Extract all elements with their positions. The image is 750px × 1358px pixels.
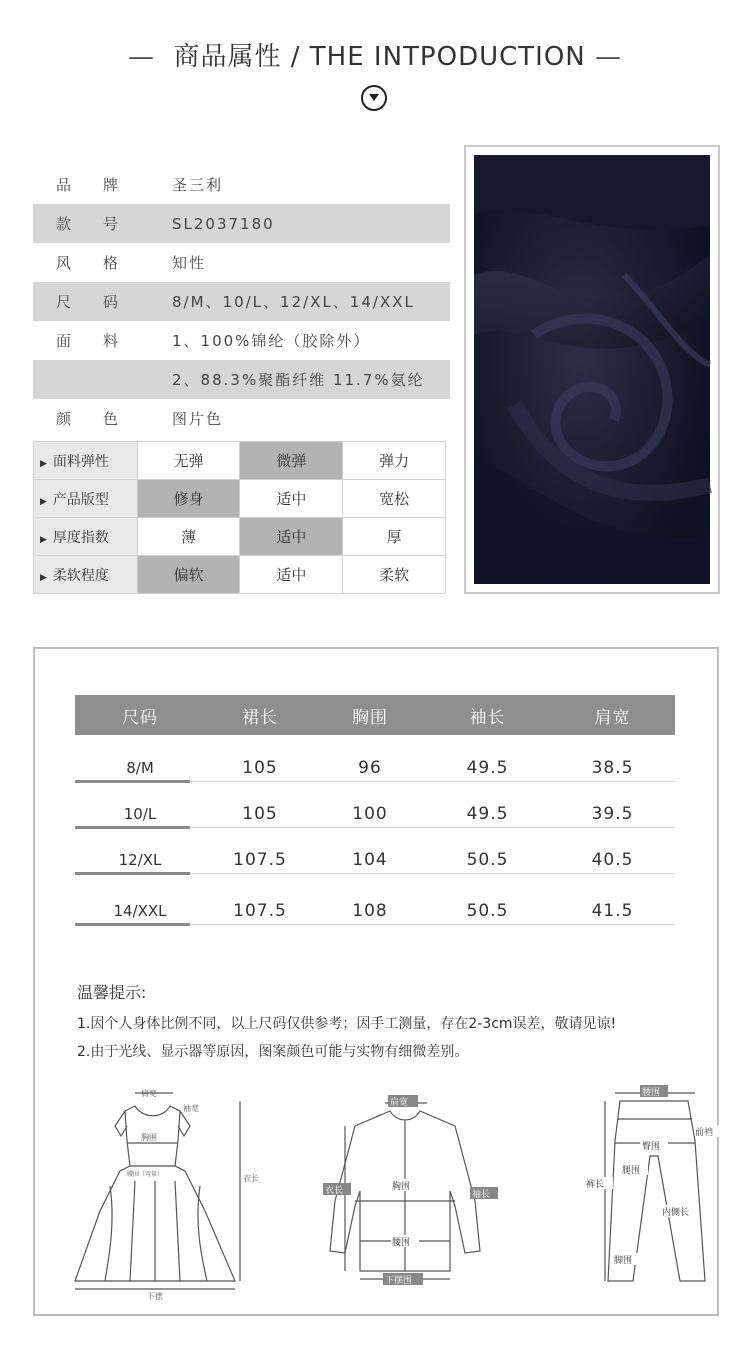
size-cell: 14/XXL: [113, 901, 167, 920]
attribute-value: SL2037180: [172, 214, 275, 233]
title-text: 商品属性 / THE INTPODUCTION: [173, 42, 586, 72]
attribute-value: 8/M、10/L、12/XL、14/XXL: [172, 293, 415, 311]
attribute-label-char: 面: [56, 332, 74, 350]
tip-line: 1.因个人身体比例不同，以上尺码仅供参考；因手工测量，存在2-3cm误差，敬请见谅!: [77, 1016, 617, 1032]
shirt-label-hem: 下摆围: [385, 1276, 413, 1286]
attribute-label: [33, 252, 172, 273]
size-chart-panel: [33, 647, 719, 1316]
section-title: [0, 36, 750, 73]
property-option: 薄: [137, 518, 240, 556]
property-name-text: 柔软程度: [52, 567, 109, 584]
size-cell: 49.5: [466, 803, 509, 824]
measurement-diagrams: [55, 1081, 714, 1301]
fabric-photo: [474, 155, 710, 584]
size-header-cell: 肩宽: [594, 707, 631, 728]
property-option: 适中: [240, 556, 343, 594]
attribute-label-char: 格: [103, 254, 121, 272]
triangle-right-icon: ▶: [40, 534, 47, 545]
property-option: 宽松: [343, 480, 446, 518]
size-cell: 12/XL: [118, 850, 162, 869]
size-table-header: [75, 695, 675, 735]
property-row: [34, 556, 446, 594]
pants-label-rise: 前裆: [695, 1128, 714, 1138]
property-name: [34, 556, 138, 594]
attribute-list: [33, 165, 450, 438]
dress-label-sleeve: 袖宽: [183, 1104, 199, 1113]
shirt-label-sleeve: 袖长: [472, 1190, 491, 1200]
size-table-row: [75, 897, 675, 925]
size-cell: 100: [352, 803, 388, 824]
dress-label-chest: 胸围: [141, 1133, 157, 1142]
row-underline: [75, 923, 190, 926]
attribute-label: [33, 291, 172, 312]
dress-label-waist: 腰围（弯量）: [127, 1171, 164, 1178]
size-cell: 96: [358, 757, 382, 778]
size-table-row: [75, 800, 675, 828]
size-cell: 108: [352, 900, 388, 921]
attribute-row: [33, 204, 450, 243]
size-cell: 10/L: [123, 804, 157, 823]
property-row: [34, 480, 446, 518]
property-option: 弹力: [343, 442, 446, 480]
pants-label-ankle: 脚围: [614, 1256, 633, 1266]
attribute-value: 知性: [172, 254, 207, 272]
attribute-row: [33, 243, 450, 282]
attribute-row: [33, 282, 450, 321]
tips-title: 温馨提示:: [77, 983, 147, 1002]
size-cell: 38.5: [591, 757, 634, 778]
triangle-right-icon: ▶: [40, 458, 47, 469]
size-cell: 49.5: [466, 757, 509, 778]
property-row: [34, 518, 446, 556]
property-name-text: 厚度指数: [52, 529, 109, 546]
size-cell: 107.5: [233, 849, 287, 870]
triangle-right-icon: ▶: [40, 496, 47, 507]
size-header-cell: 袖长: [469, 707, 506, 728]
pants-diagram: [585, 1085, 723, 1281]
attribute-label-char: 号: [103, 215, 121, 233]
pants-label-waist: 腰围: [642, 1088, 661, 1098]
attribute-label-char: 颜: [56, 410, 74, 428]
property-option-selected: 偏软: [137, 556, 240, 594]
dress-diagram: [75, 1088, 259, 1301]
tip-line: 2.由于光线、显示器等原因，图案颜色可能与实物有细微差别。: [77, 1044, 469, 1060]
size-cell: 50.5: [466, 900, 509, 921]
size-cell: 41.5: [591, 900, 634, 921]
title-dash-left: —: [127, 42, 174, 72]
size-table-row: [75, 846, 675, 874]
attribute-label-char: 风: [56, 254, 74, 272]
row-underline: [75, 826, 190, 829]
attribute-row: [33, 399, 450, 438]
property-row: [34, 442, 446, 480]
property-option-selected: 修身: [137, 480, 240, 518]
title-dash-right: —: [585, 42, 623, 72]
shirt-label-length: 衣长: [325, 1186, 344, 1196]
property-name: [34, 518, 138, 556]
attribute-label: [33, 330, 172, 351]
size-header-cell: 尺码: [122, 707, 158, 728]
pants-label-hip: 臀围: [642, 1142, 661, 1152]
size-cell: 50.5: [466, 849, 509, 870]
attribute-label-char: 牌: [103, 176, 121, 194]
size-header-cell: 裙长: [242, 707, 278, 728]
attribute-label-char: 料: [103, 332, 121, 350]
size-table-row: [75, 754, 675, 782]
shirt-diagram: [323, 1095, 498, 1286]
chevron-down-circle-icon: [361, 85, 387, 111]
size-cell: 39.5: [591, 803, 634, 824]
shirt-label-chest: 胸围: [392, 1182, 411, 1192]
attribute-row: [33, 165, 450, 204]
property-option: 柔软: [343, 556, 446, 594]
attribute-value: 图片色: [172, 410, 224, 428]
size-cell: 105: [242, 803, 278, 824]
attribute-label-char: 款: [56, 215, 74, 233]
property-name-text: 面料弹性: [52, 453, 109, 470]
attribute-label: [33, 213, 172, 234]
attribute-label-char: 品: [56, 176, 74, 194]
property-option-selected: 微弹: [240, 442, 343, 480]
attribute-label: [33, 408, 172, 429]
attribute-row: [33, 360, 450, 399]
property-name-text: 产品版型: [52, 491, 109, 508]
property-option: 适中: [240, 480, 343, 518]
attribute-label: [33, 174, 172, 195]
attribute-label-char: 色: [103, 410, 121, 428]
size-header-cell: 胸围: [352, 707, 388, 728]
row-underline: [75, 872, 190, 875]
attribute-label-char: 尺: [56, 293, 74, 311]
size-cell: 40.5: [591, 849, 634, 870]
size-cell: 105: [242, 757, 278, 778]
attribute-row: [33, 321, 450, 360]
pants-label-length: 裤长: [586, 1180, 605, 1190]
property-name: [34, 442, 138, 480]
property-option: 厚: [343, 518, 446, 556]
triangle-right-icon: ▶: [40, 572, 47, 583]
dress-label-hem: 下摆: [147, 1292, 163, 1301]
pants-label-inseam: 内侧长: [662, 1208, 690, 1218]
shirt-label-waist: 腰围: [392, 1238, 411, 1248]
size-cell: 107.5: [233, 900, 287, 921]
property-option-selected: 适中: [240, 518, 343, 556]
attribute-label-char: 码: [103, 293, 121, 311]
dress-label-length: 衣长: [243, 1174, 259, 1183]
attribute-value: 2、88.3%聚酯纤维 11.7%氨纶: [172, 371, 425, 389]
row-underline: [75, 780, 190, 783]
shirt-label-shoulder: 肩宽: [390, 1098, 409, 1108]
size-cell: 104: [352, 849, 388, 870]
dress-label-shoulder: 肩宽: [141, 1089, 157, 1098]
fabric-photo-frame: [464, 145, 720, 594]
property-name: [34, 480, 138, 518]
property-grid: [33, 441, 446, 594]
size-cell: 8/M: [126, 758, 154, 777]
property-option: 无弹: [137, 442, 240, 480]
pants-label-thigh: 腿围: [622, 1166, 641, 1176]
attribute-value: 圣三利: [172, 176, 224, 194]
attribute-value: 1、100%锦纶（胶除外）: [172, 332, 371, 350]
